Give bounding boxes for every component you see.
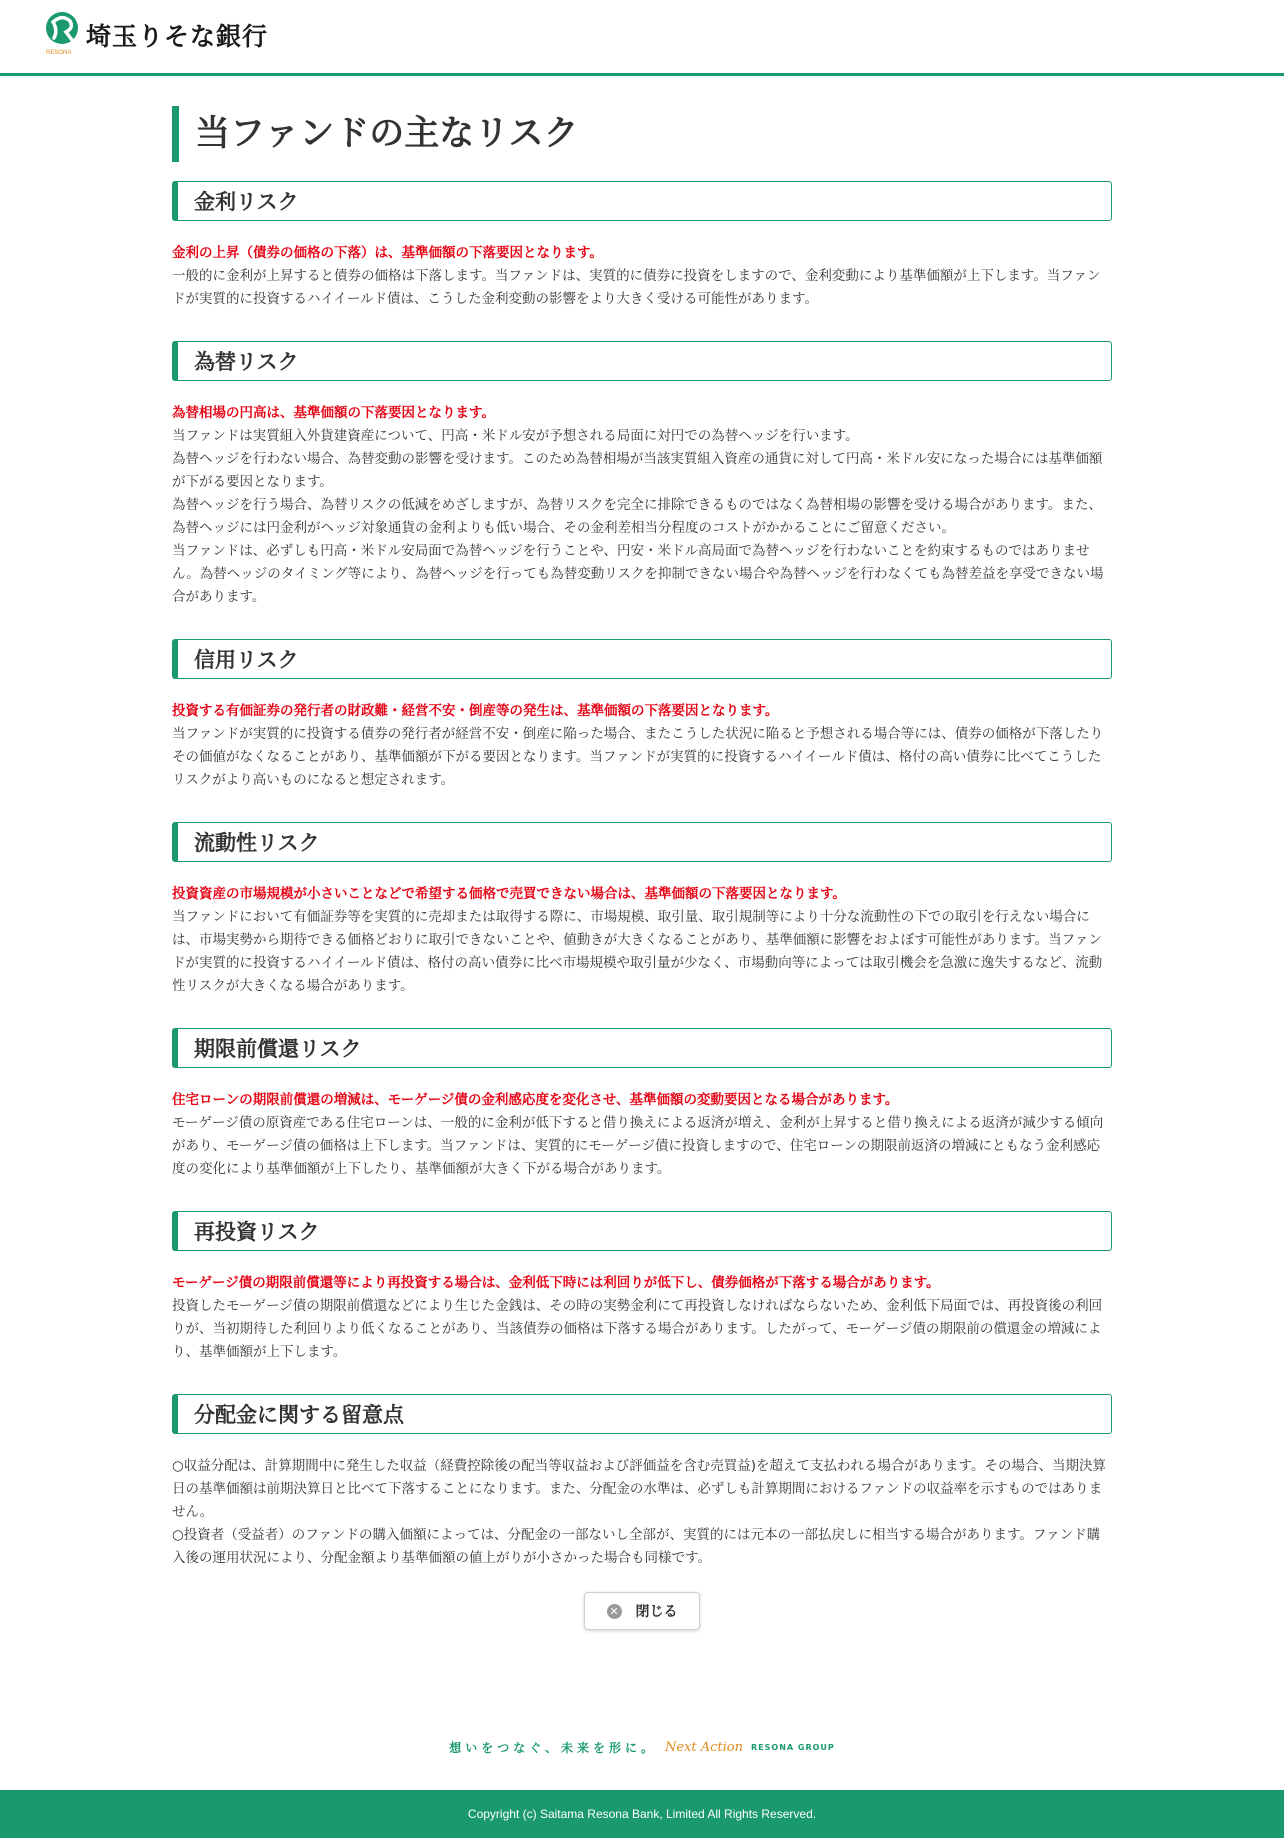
section-credit-risk bbox=[172, 639, 1112, 792]
page-title: 当ファンドの主なリスク bbox=[172, 106, 1112, 162]
section-interest-rate-risk bbox=[172, 181, 1112, 311]
section-paragraph: 為替ヘッジを行う場合、為替リスクの低減をめざしますが、為替リスクを完全に排除できるものではなく為替相場の影響を受ける場合があります。また、為替ヘッジには円金利がヘッジ対象通貨の金利よりも低い場合、その金利差相当分程度のコストがかかることにご留意ください。 bbox=[172, 497, 1102, 536]
close-circle-icon: ✕ bbox=[607, 1604, 622, 1619]
section-title: 信用リスク bbox=[172, 639, 1112, 679]
section-lead: モーゲージ債の期限前償還等により再投資する場合は、金利低下時には利回りが低下し、債券価格が下落する場合があります。 bbox=[172, 1275, 940, 1291]
close-button[interactable] bbox=[584, 1592, 700, 1630]
bank-logo[interactable] bbox=[44, 12, 268, 58]
section-lead: 為替相場の円高は、基準価額の下落要因となります。 bbox=[172, 405, 495, 421]
section-lead: 投資する有価証券の発行者の財政難・経営不安・倒産等の発生は、基準価額の下落要因となります。 bbox=[172, 703, 779, 719]
section-title: 流動性リスク bbox=[172, 822, 1112, 862]
section-paragraph: 当ファンドは、必ずしも円高・米ドル安局面で為替ヘッジを行うことや、円安・米ドル高局面で為替ヘッジを行わないことを約束するものではありません。為替ヘッジのタイミング等により、為替ヘッジを行っても為替変動リスクを抑制できない場合や為替ヘッジを行わなくても為替差益を享受できない場合があります。 bbox=[172, 543, 1104, 605]
section-liquidity-risk bbox=[172, 822, 1112, 998]
section-reinvestment-risk bbox=[172, 1211, 1112, 1364]
site-footer bbox=[0, 1790, 1284, 1838]
copyright-text: Copyright (c) Saitama Resona Bank, Limited All Rights Reserved. bbox=[467, 1807, 817, 1821]
section-fx-risk bbox=[172, 341, 1112, 609]
logo-sub: RESONA bbox=[46, 50, 72, 56]
section-lead: 住宅ローンの期限前償還の増減は、モーゲージ債の金利感応度を変化させ、基準価額の変動要因となる場合があります。 bbox=[172, 1092, 899, 1108]
site-header bbox=[0, 0, 1284, 76]
group-slogan bbox=[442, 1730, 842, 1764]
section-distribution-notes bbox=[172, 1394, 1112, 1570]
section-paragraph: 当ファンドが実質的に投資する債券の発行者が経営不安・倒産に陥った場合、またこうした状況に陥ると予想される場合等には、債券の価格が下落したりその価値がなくなることがあり、基準価額が下がる要因となります。当ファンドが実質的に投資するハイイールド債は、格付の高い債券に比べてこうしたリスクがより高いものになると想定されます。 bbox=[172, 726, 1104, 788]
section-paragraph: 当ファンドは実質組入外貨建資産について、円高・米ドル安が予想される局面に対円での為替ヘッジを行います。 bbox=[172, 428, 859, 444]
section-paragraph: ○収益分配は、計算期間中に発生した収益（経費控除後の配当等収益および評価益を含む売買益)を超えて支払われる場合があります。その場合、当期決算日の基準価額は前期決算日と比べて下落することになります。また、分配金の水準は、必ずしも計算期間におけるファンドの収益率を示すものではありません。 bbox=[172, 1458, 1106, 1520]
section-paragraph: ○投資者（受益者）のファンドの購入価額によっては、分配金の一部ないし全部が、実質的には元本の一部払戻しに相当する場合があります。ファンド購入後の運用状況により、分配金額より基準価額の値上がりが小さかった場合も同様です。 bbox=[172, 1527, 1101, 1566]
section-lead: 投資資産の市場規模が小さいことなどで希望する価格で売買できない場合は、基準価額の下落要因となります。 bbox=[172, 886, 846, 902]
section-title: 期限前償還リスク bbox=[172, 1028, 1112, 1068]
section-prepayment-risk bbox=[172, 1028, 1112, 1181]
slogan-text: 想いをつなぐ、未来を形に。 bbox=[449, 1740, 657, 1755]
section-paragraph: 一般的に金利が上昇すると債券の価格は下落します。当ファンドは、実質的に債券に投資をしますので、金利変動により基準価額が上下します。当ファンドが実質的に投資するハイイールド債は、こうした金利変動の影響をより大きく受ける可能性があります。 bbox=[172, 268, 1101, 307]
section-title: 金利リスク bbox=[172, 181, 1112, 221]
next-action-logo: Next Action bbox=[665, 1739, 744, 1755]
section-paragraph: モーゲージ債の原資産である住宅ローンは、一般的に金利が低下すると借り換えによる返済が増え、金利が上昇すると借り換えによる返済が減少する傾向があり、モーゲージ債の価格は上下します。当ファンドは、実質的にモーゲージ債に投資しますので、住宅ローンの期限前返済の増減にともなう金利感応度の変化により基準価額が上下したり、基準価額が大きく下がる場合があります。 bbox=[172, 1115, 1104, 1177]
section-paragraph: 当ファンドにおいて有価証券等を実質的に売却または取得する際に、市場規模、取引量、取引規制等により十分な流動性の下での取引を行えない場合には、市場実勢から期待できる価格どおりに取引できないことや、値動きが大きくなることがあり、基準価額に影響をおよぼす可能性があります。当ファンドが実質的に投資するハイイールド債は、格付の高い債券に比べ市場規模や取引量が少なく、市場動向等によっては取引機会を急激に逸失するなど、流動性リスクが大きくなる場合があります。 bbox=[172, 909, 1103, 994]
section-title: 分配金に関する留意点 bbox=[172, 1394, 1112, 1434]
section-paragraph: 為替ヘッジを行わない場合、為替変動の影響を受けます。このため為替相場が当該実質組入資産の通貨に対して円高・米ドル安になった場合には基準価額が下がる要因となります。 bbox=[172, 451, 1103, 490]
resona-group-label: RESONA GROUP bbox=[751, 1742, 835, 1752]
close-button-label: 閉じる bbox=[635, 1604, 678, 1620]
section-lead: 金利の上昇（債券の価格の下落）は、基準価額の下落要因となります。 bbox=[172, 245, 603, 261]
resona-logo-icon bbox=[44, 12, 80, 58]
logo-text: 埼玉りそな銀行 bbox=[86, 22, 269, 51]
section-paragraph: 投資したモーゲージ債の期限前償還などにより生じた金銭は、その時の実勢金利にて再投資しなければならないため、金利低下局面では、再投資後の利回りが、当初期待した利回りより低くなることがあり、当該債券の価格は下落する場合があります。したがって、モーゲージ債の期限前の償還金の増減により、基準価額が上下します。 bbox=[172, 1298, 1103, 1360]
main-content bbox=[172, 106, 1112, 1570]
section-title: 再投資リスク bbox=[172, 1211, 1112, 1251]
section-title: 為替リスク bbox=[172, 341, 1112, 381]
